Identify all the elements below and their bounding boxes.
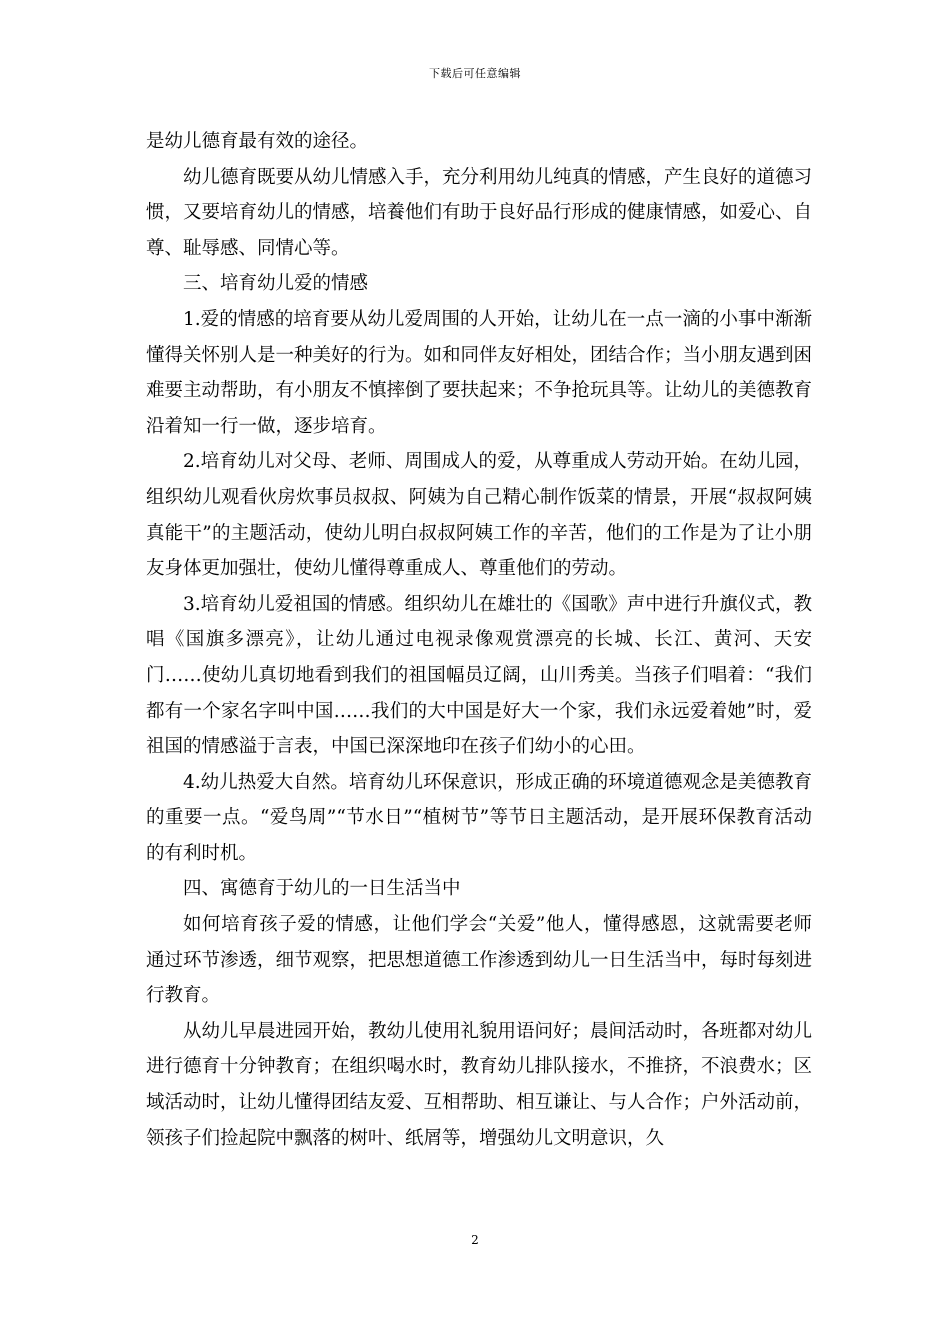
paragraph-item-3: 3.培育幼儿爱祖国的情感。组织幼儿在雄壮的《国歌》声中进行升旗仪式，教唱《国旗多漂亮》，让幼儿通过电视录像观赏漂亮的长城、长江、黄河、天安门……使幼儿真切地看到我们的祖国幅员辽阔，山川秀美。当孩子们唱着：“我们都有一个家名字叫中国……我们的大中国是好大一个家，我们永远爱着她”时，爱祖国的情感溢于言表，中国已深深地印在孩子们幼小的心田。 <box>146 593 812 758</box>
page-number: 2 <box>471 1233 479 1247</box>
paragraph-item-4: 4.幼儿热爱大自然。培育幼儿环保意识，形成正确的环境道德观念是美德教育的重要一点。“爱鸟周”“节水日”“植树节”等节日主题活动，是开展环保教育活动的有利时机。 <box>146 771 812 864</box>
section-heading-4: 四、寓德育于幼儿的一日生活当中 <box>183 878 461 900</box>
paragraph-daily-routine: 从幼儿早晨进园开始，教幼儿使用礼貌用语问好；晨间活动时，各班都对幼儿进行德育十分钟教育；在组织喝水时，教育幼儿排队接水，不推挤，不浪费水；区域活动时，让幼儿懂得团结友爱、互相帮助、相互谦让、与人合作；户外活动前，领孩子们捡起院中飘落的树叶、纸屑等，增强幼儿文明意识，久 <box>146 1020 813 1149</box>
page-header: 下载后可任意编辑 <box>429 67 521 80</box>
document-body <box>146 124 812 1156</box>
paragraph-daily-life-intro: 如何培育孩子爱的情感，让他们学会“关爱”他人，懂得感恩，这就需要老师通过环节渗透，细节观察，把思想道德工作渗透到幼儿一日生活当中，每时每刻进行教育。 <box>146 914 813 1007</box>
section-heading-3: 三、培育幼儿爱的情感 <box>183 273 369 295</box>
paragraph-item-2: 2.培育幼儿对父母、老师、周围成人的爱，从尊重成人劳动开始。在幼儿园，组织幼儿观看伙房炊事员叔叔、阿姨为自己精心制作饭菜的情景，开展“叔叔阿姨真能干”的主题活动，使幼儿明白叔叔阿姨工作的辛苦，他们的工作是为了让小朋友身体更加强壮，使幼儿懂得尊重成人、尊重他们的劳动。 <box>146 451 812 580</box>
paragraph-continuation: 是幼儿德育最有效的途径。 <box>146 131 369 152</box>
paragraph-item-1: 1.爱的情感的培育要从幼儿爱周围的人开始，让幼儿在一点一滴的小事中渐渐懂得关怀别人是一种美好的行为。如和同伴友好相处，团结合作；当小朋友遇到困难要主动帮助，有小朋友不慎摔倒了要扶起来；不争抢玩具等。让幼儿的美德教育沿着知一行一做，逐步培育。 <box>146 308 813 437</box>
paragraph-moral-education-emotion: 幼儿德育既要从幼儿情感入手，充分利用幼儿纯真的情感，产生良好的道德习惯，又要培育幼儿的情感，培養他们有助于良好品行形成的健康情感，如爱心、自尊、耻辱感、同情心等。 <box>146 166 813 259</box>
